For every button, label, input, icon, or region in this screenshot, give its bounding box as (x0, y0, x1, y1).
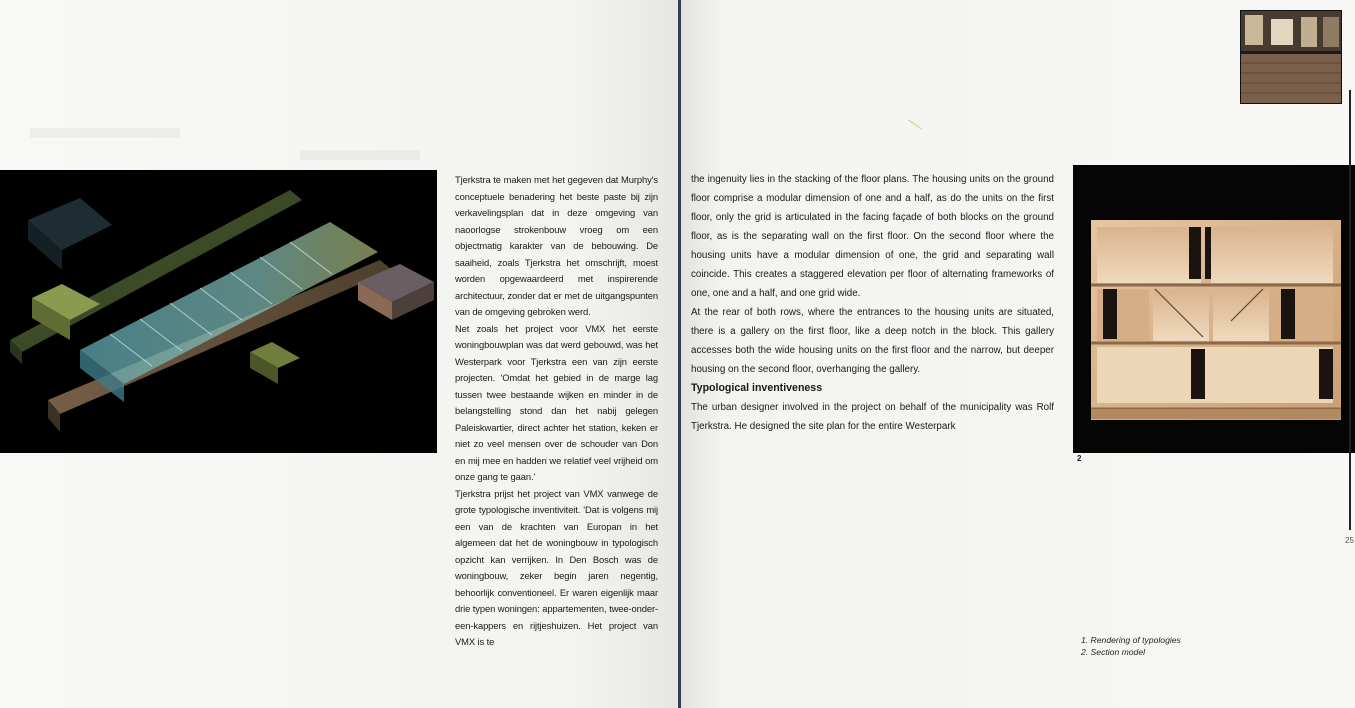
caption-2: 2. Section model (1081, 647, 1146, 657)
page-number: 25 (1345, 536, 1354, 545)
stray-mark (908, 120, 922, 130)
show-through-text (30, 128, 180, 138)
caption-1: 1. Rendering of typologies (1081, 635, 1181, 645)
dutch-paragraph: Net zoals het project voor VMX het eerste woningbouwplan was dat werd gebouwd, was het Westerpark voor Tjerkstra een van zijn eerste projecten. 'Omdat het gebied in de marge lag tussen twee bestaande wijken en minder in de belangstelling stond dan het nabij gelegen Paleiskwartier, direct achter het station, keken er niet zo veel mensen over de schouder van Don en mij mee en hadden we relatief veel vrijheid om onze gang te gaan.' (455, 322, 658, 482)
dutch-paragraph: Tjerkstra prijst het project van VMX vanwege de grote typologische inventiviteit. 'Dat is volgens mij een van de krachten van Europan in het algemeen dat het de woningbouw in typologisch opzicht kan verrijken. In Den Bosch was de woningbouw, zeker begin jaren negentig, behoorlijk conventioneel. Er waren eigenlijk maar drie typen woningen: appartementen, twee-onder-een-kappers en rijtjeshuizen. Het project van VMX is te (455, 487, 658, 647)
dutch-paragraph: Tjerkstra te maken met het gegeven dat Murphy's conceptuele benadering het beste paste bij zijn verkavelingsplan dat in deze omgeving van naoorlogse strokenbouw vroeg om een objectmatig karakter van de bebouwing. De saaiheid, zoals Tjerkstra het omschrijft, moest worden opgewaardeerd met inspirerende architectuur, zonder dat er met de uitgangspunten van de omgeving gebroken werd. (455, 174, 658, 317)
english-paragraph: the ingenuity lies in the stacking of the floor plans. The housing units on the ground floor comprise a modular dimension of one and a half, as do the units on the first floor, only the grid is articulated in the facing façade of both blocks on the ground floor, as is the separating wall on the first floor. On the second floor where the housing units have a modular dimension of one, the grid and separating wall coincide. This creates a staggered elevation per floor of alternating frameworks of one, one and a half, and one grid wide. (691, 174, 1054, 299)
subheading: Typological inventiveness (691, 382, 823, 394)
english-paragraph: At the rear of both rows, where the entrances to the housing units are situated, there is a gallery on the first floor, like a deep notch in the block. This gallery accesses both the wide housing units on the first floor and the narrow, but deeper housing on the second floor, overhanging the gallery. (691, 307, 1054, 375)
show-through-text (300, 150, 420, 160)
figure-captions (1081, 634, 1181, 658)
page-edge-line (1349, 90, 1351, 530)
figure-number: 2 (1077, 454, 1082, 463)
typology-rendering (0, 170, 437, 453)
section-model-photo (1073, 165, 1355, 453)
english-paragraph: The urban designer involved in the project on behalf of the municipality was Rolf Tjerkstra. He designed the site plan for the entire Westerpark (691, 402, 1054, 432)
english-text-column (691, 170, 1054, 436)
building-photo (1240, 10, 1342, 104)
dutch-text-column (455, 172, 658, 651)
right-page (681, 0, 1355, 708)
